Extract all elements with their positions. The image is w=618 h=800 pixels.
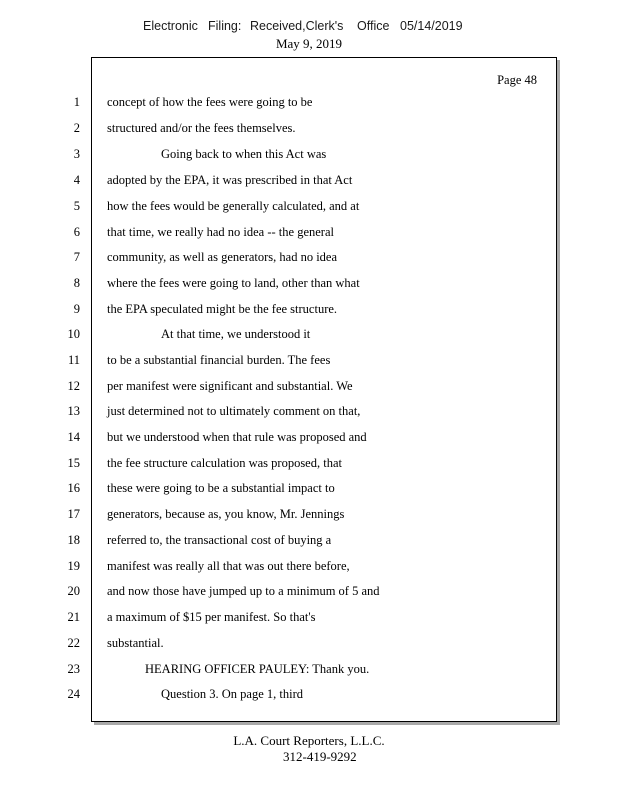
line-number: 7 [73,250,80,264]
transcript-line [0,556,618,576]
transcript-line [0,401,618,421]
line-number: 16 [67,481,80,495]
line-text: how the fees would be generally calculated, and at [107,199,360,213]
line-number: 2 [73,121,80,135]
line-number: 12 [67,379,80,393]
line-number: 24 [67,687,80,701]
line-text: adopted by the EPA, it was prescribed in that Act [107,173,353,187]
transcript-line [0,350,618,370]
court-reporter-name: L.A. Court Reporters, L.L.C. [233,733,385,748]
line-text: referred to, the transactional cost of buying a [107,533,332,547]
line-text: substantial. [107,636,164,650]
line-number: 6 [73,225,80,239]
transcript-line [0,633,618,653]
line-number: 10 [67,327,80,341]
transcript-line [0,92,618,112]
line-text: concept of how the fees were going to be [107,95,313,109]
line-text: the EPA speculated might be the fee structure. [107,302,338,316]
line-number: 3 [73,147,80,161]
line-text: At that time, we understood it [161,327,311,341]
line-text: that time, we really had no idea -- the general [107,225,334,239]
transcript-line [0,427,618,447]
line-number: 14 [67,430,80,444]
line-number: 1 [73,95,80,109]
filing-stamp-word: Received,Clerk's [250,19,344,33]
line-text: generators, because as, you know, Mr. Jennings [107,507,345,521]
transcript-line [0,607,618,627]
transcript-line [0,144,618,164]
line-text: per manifest were significant and substantial. We [107,379,353,393]
transcript-line [0,299,618,319]
transcript-line [0,118,618,138]
line-number: 13 [67,404,80,418]
line-number: 17 [67,507,80,521]
line-number: 5 [73,199,80,213]
transcript-line [0,659,618,679]
transcript-line [0,376,618,396]
line-text: but we understood when that rule was proposed and [107,430,367,444]
filing-stamp-word: Filing: [208,19,242,33]
line-text: Question 3. On page 1, third [161,687,303,701]
line-text: and now those have jumped up to a minimum of 5 and [107,584,380,598]
page-number: Page 48 [497,73,537,87]
transcript-line [0,247,618,267]
line-text: to be a substantial financial burden. The fees [107,353,331,367]
filing-stamp-header [0,19,618,37]
transcript-line [0,273,618,293]
line-text: structured and/or the fees themselves. [107,121,296,135]
line-number: 8 [73,276,80,290]
transcript-line [0,170,618,190]
line-number: 22 [67,636,80,650]
line-text: HEARING OFFICER PAULEY: Thank you. [145,662,370,676]
transcript-line [0,453,618,473]
filing-stamp-word: Electronic [143,19,198,33]
line-number: 18 [67,533,80,547]
line-number: 4 [73,173,80,187]
line-number: 20 [67,584,80,598]
transcript-line [0,324,618,344]
transcript-line [0,581,618,601]
line-number: 11 [67,353,80,367]
line-text: manifest was really all that was out there before, [107,559,350,573]
line-number: 15 [67,456,80,470]
transcript-line [0,196,618,216]
transcript-line [0,684,618,704]
line-text: where the fees were going to land, other than what [107,276,360,290]
hearing-date: May 9, 2019 [275,36,343,51]
line-text: these were going to be a substantial impact to [107,481,335,495]
line-number: 19 [67,559,80,573]
line-text: Going back to when this Act was [161,147,327,161]
transcript-line [0,504,618,524]
transcript-line [0,530,618,550]
line-text: a maximum of $15 per manifest. So that's [107,610,316,624]
filing-stamp-word: Office [357,19,390,33]
line-text: just determined not to ultimately comment on that, [107,404,361,418]
transcript-line [0,222,618,242]
line-text: the fee structure calculation was proposed, that [107,456,342,470]
court-reporter-phone: 312-419-9292 [283,749,357,764]
transcript-line [0,478,618,498]
line-number: 21 [67,610,80,624]
line-text: community, as well as generators, had no idea [107,250,338,264]
line-number: 9 [73,302,80,316]
filing-stamp-date: 05/14/2019 [400,19,463,33]
line-number: 23 [67,662,80,676]
